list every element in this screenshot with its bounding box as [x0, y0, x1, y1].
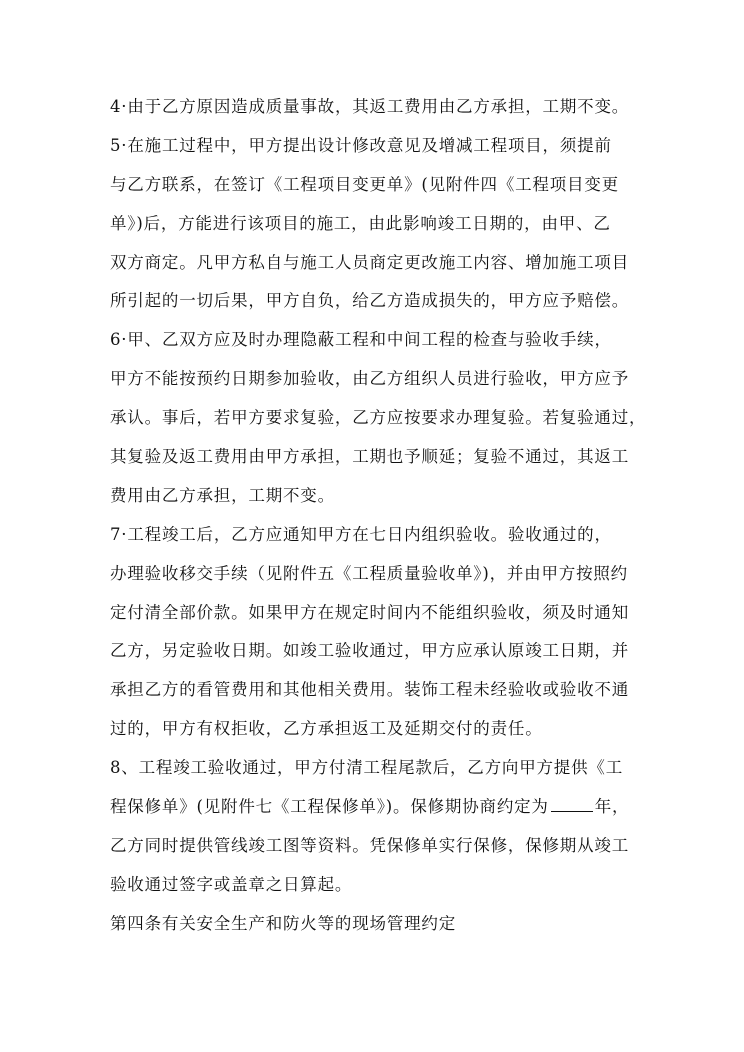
clause-7-line-1: 7·工程竣工后，乙方应通知甲方在七日内组织验收。验收通过的， [110, 524, 612, 544]
clause-7-line-4: 乙方，另定验收日期。如竣工验收通过，甲方应承认原竣工日期，并 [110, 641, 629, 661]
clause-6-line-4: 其复验及返工费用由甲方承担，工期也予顺延；复验不通过，其返工 [110, 447, 629, 467]
clause-6-line-1: 6·甲、乙双方应及时办理隐蔽工程和中间工程的检查与验收手续， [110, 330, 612, 350]
clause-6-line-5: 费用由乙方承担，工期不变。 [110, 485, 335, 505]
clause-7-line-6: 过的，甲方有权拒收，乙方承担返工及延期交付的责任。 [110, 719, 543, 739]
clause-7-line-2: 办理验收移交手续（见附件五《工程质量验收单》)，并由甲方按照约 [110, 563, 628, 583]
clause-5-line-1: 5·在施工过程中，甲方提出设计修改意见及增减工程项目，须提前 [110, 135, 612, 155]
clause-8-line-2 [110, 793, 650, 832]
document-body [110, 93, 650, 949]
clause-4-line-1: 4·由于乙方原因造成质量事故，其返工费用由乙方承担，工期不变。 [110, 97, 630, 116]
warranty-years-blank [551, 793, 593, 812]
clause-7-line-5: 承担乙方的看管费用和其他相关费用。装饰工程未经验收或验收不通 [110, 680, 629, 700]
clause-8-line-1: 8、工程竣工验收通过，甲方付清工程尾款后，乙方向甲方提供《工 [110, 758, 623, 778]
clause-5-line-2: 与乙方联系，在签订《工程项目变更单》(见附件四《工程项目变更 [110, 174, 619, 194]
clause-6-line-3: 承认。事后，若甲方要求复验，乙方应按要求办理复验。若复验通过， [110, 408, 647, 428]
clause-5-line-3: 单》)后，方能进行该项目的施工，由此影响竣工日期的，由甲、乙 [110, 213, 611, 233]
clause-8-line-2-text: 程保修单》(见附件七《工程保修单》)。保修期协商约定为 [110, 797, 549, 817]
article-4-heading: 第四条有关安全生产和防火等的现场管理约定 [110, 913, 456, 933]
clause-5-line-5: 所引起的一切后果，甲方自负，给乙方造成损失的，甲方应予赔偿。 [110, 291, 629, 311]
clause-7-line-3: 定付清全部价款。如果甲方在规定时间内不能组织验收，须及时通知 [110, 602, 629, 622]
clause-8-line-2-suffix: 年， [594, 797, 630, 817]
clause-6-line-2: 甲方不能按预约日期参加验收，由乙方组织人员进行验收，甲方应予 [110, 369, 629, 389]
clause-8-line-3: 乙方同时提供管线竣工图等资料。凭保修单实行保修，保修期从竣工 [110, 835, 629, 855]
clause-8-line-4: 验收通过签字或盖章之日算起。 [110, 874, 353, 894]
clause-5-line-4: 双方商定。凡甲方私自与施工人员商定更改施工内容、增加施工项目 [110, 252, 629, 272]
